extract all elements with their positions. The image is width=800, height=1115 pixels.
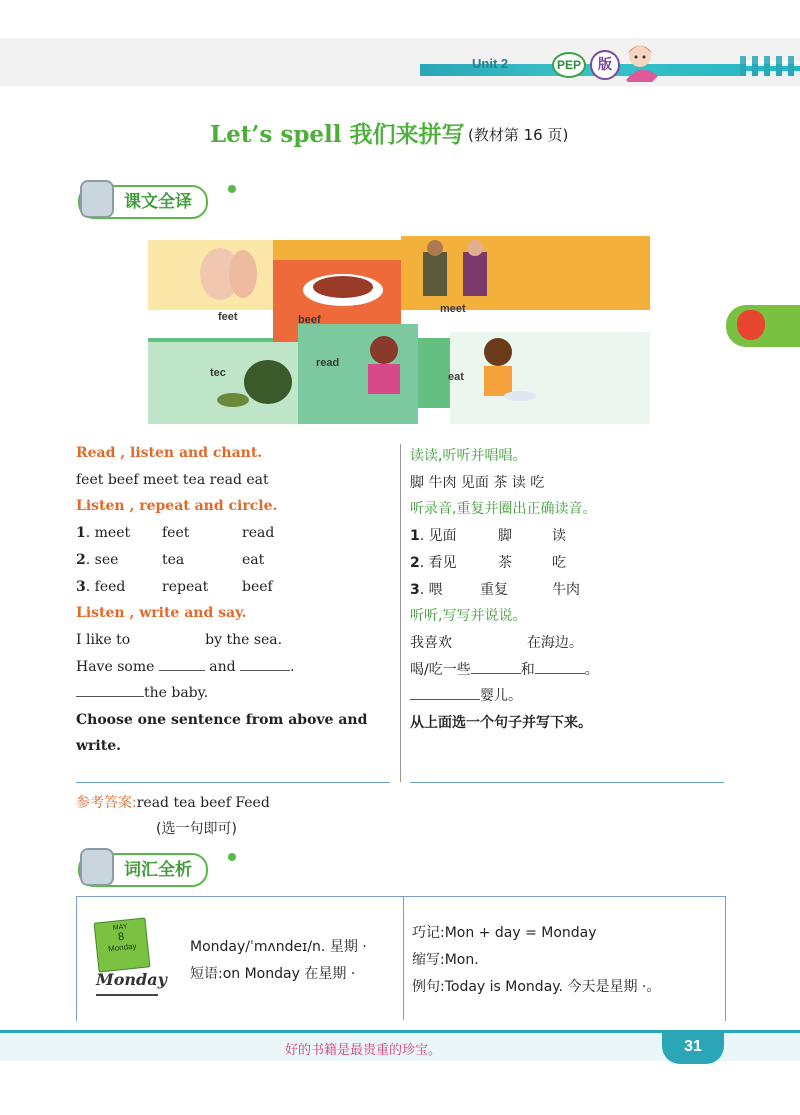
row-number: 3: [76, 579, 86, 595]
teapot-picture: [244, 360, 292, 404]
word-feet-label: feet: [218, 311, 238, 323]
mascot-girl-icon: [618, 40, 664, 84]
right-sentence-2: [410, 659, 599, 679]
left-row-1-b: feet: [162, 525, 190, 541]
left-row-3-c: beef: [242, 579, 273, 595]
monday-script-word: Monday: [96, 970, 167, 989]
left-answer-line: [76, 782, 390, 783]
man-left-picture: [423, 252, 447, 296]
calendar-month: MAY: [112, 923, 128, 932]
left-heading-write: Listen , write and say.: [76, 605, 247, 621]
header-checker-pattern: [740, 56, 800, 76]
row-word-a: 喂: [428, 582, 443, 598]
answer-note: (选一句即可): [156, 821, 237, 837]
vocab-box: [76, 896, 726, 1021]
girl-reading-picture: [368, 364, 400, 394]
unit-label: Unit 2: [472, 56, 509, 71]
right-sentence-1: [410, 632, 583, 652]
sentence-text: 和: [520, 662, 535, 678]
left-sentence-3: [76, 685, 208, 701]
calendar-day: Monday: [107, 941, 137, 954]
right-row-3-c: 牛肉: [552, 582, 580, 598]
left-row-3-b: repeat: [162, 579, 209, 595]
vocab-entry: Monday/ˈmʌndeɪ/n. 星期 ·: [190, 939, 367, 955]
left-row-2-c: eat: [242, 552, 265, 568]
left-row-1: 1. meet: [76, 525, 131, 541]
right-row-2-c: 吃: [552, 555, 566, 571]
section-vocab-label: 词汇全析: [124, 860, 192, 880]
footer-motto: 好的书籍是最贵重的珍宝。: [285, 1043, 442, 1058]
vocab-divider: [403, 896, 404, 1020]
pep-badge: PEP: [552, 52, 586, 78]
sentence-text: and: [209, 659, 236, 675]
sentence-text: 喝/吃一些: [410, 662, 471, 678]
word-read-label: read: [316, 357, 340, 369]
header-band: [0, 38, 800, 86]
blank-line[interactable]: [240, 670, 290, 671]
vocab-example: 例句:Today is Monday. 今天是星期 ·。: [412, 979, 661, 995]
page-title: Let’s spell 我们来拼写: [210, 121, 465, 148]
row-number: 1: [410, 528, 420, 544]
row-word-a: feed: [94, 579, 126, 595]
vocab-tip: 巧记:Mon + day = Monday: [412, 925, 597, 941]
right-row-2-b: 茶: [498, 555, 512, 571]
spelling-illustration: [148, 232, 650, 432]
left-chant-words: feet beef meet tea read eat: [76, 472, 269, 488]
blank-line[interactable]: [410, 699, 480, 700]
right-heading-circle: 听录音,重复并圈出正确读音。: [410, 501, 597, 517]
blank-line[interactable]: [159, 670, 205, 671]
row-word-a: see: [94, 552, 119, 568]
right-row-2: 2. 看见: [410, 555, 457, 571]
left-row-2: 2. see: [76, 552, 119, 568]
word-tea-label: tec: [210, 367, 226, 379]
row-number: 2: [76, 552, 86, 568]
right-heading-chant: 读读,听听并唱唱。: [410, 448, 527, 464]
right-sentence-3: [410, 685, 522, 705]
left-heading-circle: Listen , repeat and circle.: [76, 498, 278, 514]
boy-eating-picture: [484, 338, 512, 366]
calendar-number: 8: [117, 930, 125, 944]
right-chant-words: 脚 牛肉 见面 茶 读 吃: [410, 475, 545, 491]
right-row-3-b: 重复: [480, 582, 508, 598]
row-number: 1: [76, 525, 86, 541]
answer-label: 参考答案:: [76, 795, 137, 811]
left-sentence-2: [76, 659, 295, 675]
right-heading-choose: 从上面选一个句子并写下来。: [410, 715, 592, 731]
row-number: 3: [410, 582, 420, 598]
robot-mascot-icon: [80, 180, 114, 218]
man-right-picture: [463, 252, 487, 296]
word-beef-label: beef: [298, 314, 321, 326]
left-heading-choose-2: write.: [76, 738, 121, 754]
row-word-a: 见面: [428, 528, 457, 544]
sentence-text: 婴儿。: [480, 688, 522, 704]
page-title-source: (教材第 16 页): [468, 126, 569, 144]
sentence-text: 在海边。: [526, 635, 583, 651]
monday-underline: [96, 994, 158, 996]
beef-picture: [313, 276, 373, 298]
row-word-a: meet: [94, 525, 131, 541]
vocab-abbr: 缩写:Mon.: [412, 952, 479, 968]
blank-line[interactable]: [76, 696, 144, 697]
pill-dot-icon: [228, 853, 236, 861]
section-translation-label: 课文全译: [124, 192, 192, 212]
page-number: 31: [662, 1030, 724, 1064]
pill-dot-icon: [228, 185, 236, 193]
right-row-1-c: 读: [552, 528, 566, 544]
right-answer-line: [410, 782, 724, 783]
left-heading-choose: Choose one sentence from above and: [76, 712, 368, 728]
left-row-1-c: read: [242, 525, 275, 541]
left-row-3: 3. feed: [76, 579, 126, 595]
eat-panel: [450, 332, 650, 424]
right-row-1-b: 脚: [498, 528, 512, 544]
column-divider: [400, 444, 401, 782]
row-word-a: 看见: [428, 555, 457, 571]
row-number: 2: [410, 555, 420, 571]
blank-line[interactable]: [471, 673, 521, 674]
right-row-3: 3. 喂: [410, 582, 443, 598]
fox-mascot-icon: [737, 310, 765, 340]
vocab-phrase: 短语:on Monday 在星期 ·: [190, 966, 356, 982]
answer-row: [76, 792, 270, 812]
sentence-text: by the sea.: [205, 632, 283, 648]
sentence-text: 我喜欢: [410, 635, 452, 651]
calendar-icon: [94, 917, 151, 972]
left-heading-chant: Read , listen and chant.: [76, 445, 263, 461]
left-sentence-1: [76, 632, 282, 648]
edition-badge: 版: [590, 50, 620, 80]
sentence-text: the baby.: [144, 685, 209, 701]
blank-line[interactable]: [535, 673, 585, 674]
left-row-2-b: tea: [162, 552, 185, 568]
sentence-text: Have some: [76, 659, 155, 675]
answer-text: read tea beef Feed: [136, 795, 270, 811]
right-heading-write: 听听,写写并说说。: [410, 608, 527, 624]
robot-mascot-icon: [80, 848, 114, 886]
sentence-text: I like to: [76, 632, 131, 648]
sentence-text: .: [290, 659, 295, 675]
sentence-text: 。: [584, 662, 599, 678]
right-row-1: 1. 见面: [410, 528, 457, 544]
word-meet-label: meet: [440, 303, 466, 315]
word-eat-label: eat: [448, 371, 464, 383]
